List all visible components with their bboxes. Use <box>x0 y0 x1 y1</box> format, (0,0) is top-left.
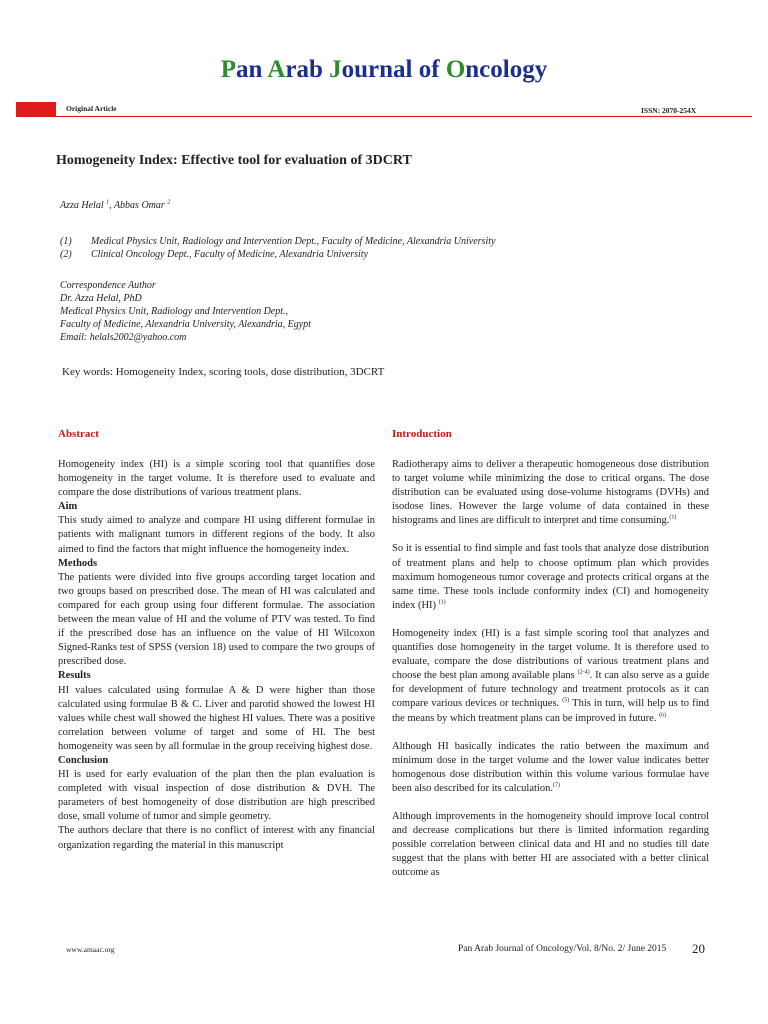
header-rule <box>56 116 752 117</box>
abstract-intro: Homogeneity index (HI) is a simple scoring tool that quantifies dose homogeneity in the target volume. It is therefore used to evaluate and compare the dose distributions of various treatment plans. <box>58 459 375 499</box>
intro-paragraph: Radiotherapy aims to deliver a therapeutic homogeneous dose distribution to target volume while minimizing the dose to critical organs. The dose distribution can be evaluated using dose-volume histograms (DVHs) and isodose lines. However the large volume of data contained in these histograms and lines are difficult to interpret and time consuming.$^{(1)}$ <box>392 459 709 527</box>
issn-label: ISSN: 2070-254X <box>641 106 697 115</box>
correspondence-line: Medical Physics Unit, Radiology and Intervention Dept., <box>60 306 289 317</box>
methods-text: The patients were divided into five groups according target location and two groups based on prescribed dose. The mean of HI was calculated and compared for each group using four different formulae. The association between the mean value of HI and the volume of PTV was tested. To find if the prescribed dose has an influence on the value of HI Wilcoxon Signed-Ranks test of SPSS (version 18) used to compare the two groups of prescribed dose. <box>58 571 375 668</box>
conclusion-heading: Conclusion <box>58 754 109 766</box>
correspondence-email: Email: helals2002@yahoo.com <box>60 332 187 343</box>
abstract-heading: Abstract <box>58 428 99 440</box>
journal-title: Pan Arab Journal of Oncology <box>220 56 548 83</box>
footer-citation: Pan Arab Journal of Oncology/Vol. 8/No. 2/ June 2015 <box>458 944 667 954</box>
correspondence-heading: Correspondence Author <box>60 280 156 291</box>
article-type-label: Original Article <box>66 104 117 113</box>
aim-heading: Aim <box>58 501 78 513</box>
abstract-column <box>58 458 375 853</box>
results-text: HI values calculated using formulae A & D were higher than those calculated using formulae B & C. Liver and parotid showed the lowest HI values while chest wall showed the highest HI values. There was a positive correlation between volume of target and some of HI. The best homogeneity was seen by all formulae in the group receiving highest dose. <box>58 684 375 752</box>
citation-ref: (1) <box>438 599 446 606</box>
affiliation-list <box>60 235 720 261</box>
affiliation-item: (2) Clinical Oncology Dept., Faculty of Medicine, Alexandria University <box>60 249 368 260</box>
correspondence-line: Faculty of Medicine, Alexandria University, Alexandria, Egypt <box>60 319 311 330</box>
results-heading: Results <box>58 670 91 682</box>
aim-text: This study aimed to analyze and compare HI using different formulae in patients with malignant tumors in different regions of the body. It also aimed to find the factors that might influence the homogeneity index. <box>58 515 375 555</box>
introduction-column <box>392 458 709 880</box>
header-red-block <box>16 102 56 117</box>
author-name: Azza Helal <box>60 200 104 211</box>
author-name: Abbas Omar <box>113 200 165 211</box>
keywords: Key words: Homogeneity Index, scoring tools, dose distribution, 3DCRT <box>62 366 385 378</box>
intro-paragraph: So it is essential to find simple and fast tools that analyze dose distribution of treatment plans and help to choose optimum plan which provides maximum homogeneous tumor coverage and protects critical organs at the same time. These tools include conformity index (CI) and homogeneity index (HI) $^{(1)}$ <box>392 543 709 611</box>
correspondence-line: Dr. Azza Helal, PhD <box>60 293 142 304</box>
correspondence-block <box>60 279 480 344</box>
author-affiliation-mark: 2 <box>167 199 171 206</box>
citation-ref: (2-4) <box>577 669 590 676</box>
disclosure-text: The authors declare that there is no conflict of interest with any financial organization regarding the material in this manuscript <box>58 825 375 851</box>
citation-ref: (5) <box>562 697 570 704</box>
author-list: Azza Helal $^1$, Abbas Omar $^2$ <box>60 199 171 211</box>
intro-paragraph: Homogeneity index (HI) is a fast simple scoring tool that analyzes and quantifies dose homogeneity in the target volume. It is therefore used to evaluate, compare the dose distributions of various treatment plans and choose the best plan among available plans $^{(2-4)}$. It can also serve as a guide for development of future technology and treatment protocols as it can compare various devices or techniques. $^{(5)}$ This in turn, will help us to find the means by which treatment plans can be improved in future. $^{(6)}$ <box>392 627 709 724</box>
author-affiliation-mark: 1 <box>106 199 110 206</box>
conclusion-text: HI is used for early evaluation of the plan then the plan evaluation is completed with visual inspection of dose distribution & DVH. The parameters of best homogeneity of dose distribution are high prescribed dose, small volume of tumor and simple geometry. <box>58 769 375 823</box>
citation-ref: (6) <box>659 712 667 718</box>
page-number: 20 <box>692 941 705 956</box>
intro-paragraph: Although improvements in the homogeneity should improve local control and decrease complications but there is limited information regarding possible correlation between clinical data and HI and no studies till date suggest that the plans with better HI are associated with a better clinical outcome as <box>392 810 709 879</box>
methods-heading: Methods <box>58 557 98 569</box>
citation-ref: (1) <box>669 514 677 521</box>
citation-ref: (7) <box>552 782 560 789</box>
paper-title: Homogeneity Index: Effective tool for evaluation of 3DCRT <box>56 153 412 168</box>
affiliation-item: (1) Medical Physics Unit, Radiology and Intervention Dept., Faculty of Medicine, Alexandria University <box>60 236 496 247</box>
footer-url-link[interactable]: www.amaac.org <box>66 945 115 954</box>
introduction-heading: Introduction <box>392 428 452 440</box>
intro-paragraph: Although HI basically indicates the ratio between the maximum and minimum dose in the target volume and the lower value indicates better homogenous dose distribution within this volume various formulae have been also described for its calculation.$^{(7)}$ <box>392 740 709 794</box>
